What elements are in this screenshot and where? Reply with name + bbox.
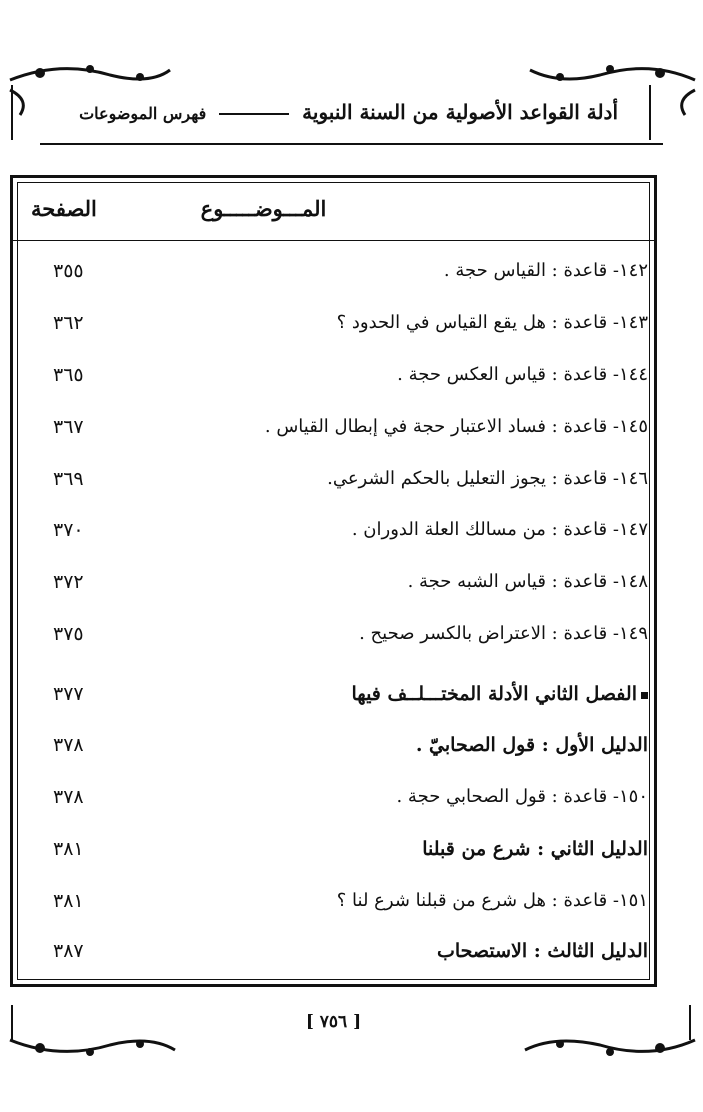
table-row <box>13 786 654 826</box>
row-topic <box>352 519 648 540</box>
row-page: ٣٦٥ <box>53 364 84 386</box>
table-row <box>13 683 654 723</box>
row-topic-text: ١٤٥- قاعدة : فساد الاعتبار حجة في إبطال القياس . <box>264 416 648 437</box>
table-row <box>13 416 654 456</box>
row-page: ٣٧٧ <box>53 683 84 705</box>
row-topic <box>359 623 648 644</box>
row-page: ٣٧٢ <box>53 571 84 593</box>
row-topic-text: ١٤٧- قاعدة : من مسالك العلة الدوران . <box>351 519 648 540</box>
row-topic <box>437 940 648 962</box>
row-topic <box>396 786 648 807</box>
table-row <box>13 364 654 404</box>
row-topic <box>337 312 648 333</box>
row-topic-text: الفصل الثاني الأدلة المختـــلــف فيها <box>351 683 637 705</box>
row-topic-text: ١٤٣- قاعدة : هل يقع القياس في الحدود ؟ <box>336 312 648 333</box>
row-topic-text: ١٥١- قاعدة : هل شرع من قبلنا شرع لنا ؟ <box>336 890 648 911</box>
row-topic-text: ١٤٢- قاعدة : القياس حجة . <box>443 260 648 281</box>
header-rule <box>40 143 663 145</box>
row-topic-text: الدليل الثاني : شرع من قبلنا <box>422 838 648 860</box>
table-row <box>13 260 654 300</box>
row-page: ٣٧٥ <box>53 623 84 645</box>
table-row <box>13 623 654 663</box>
row-page: ٣٧٠ <box>53 519 84 541</box>
table-row <box>13 519 654 559</box>
row-page: ٣٦٧ <box>53 416 84 438</box>
table-row <box>13 468 654 508</box>
row-topic-text: ١٥٠- قاعدة : قول الصحابي حجة . <box>396 786 648 807</box>
row-topic <box>337 890 648 911</box>
running-header <box>79 100 618 124</box>
column-header-topic: المـــوضـــــوع <box>200 196 327 221</box>
row-topic-text: ١٤٨- قاعدة : قياس الشبه حجة . <box>407 571 648 592</box>
row-topic-text: ١٤٩- قاعدة : الاعتراض بالكسر صحيح . <box>359 623 648 644</box>
row-topic <box>327 468 648 489</box>
row-page: ٣٨٧ <box>53 940 84 962</box>
row-topic <box>397 364 648 385</box>
table-row <box>13 890 654 930</box>
row-topic-text: الدليل الأول : قول الصحابيّ . <box>415 734 648 756</box>
row-topic-text: الدليل الثالث : الاستصحاب <box>436 940 648 962</box>
table-row <box>13 940 654 980</box>
row-topic <box>352 683 648 705</box>
book-title: أدلة القواعد الأصولية من السنة النبوية <box>302 100 618 124</box>
contents-table <box>10 175 657 987</box>
table-row <box>13 312 654 352</box>
bullet-icon <box>641 692 648 699</box>
row-page: ٣٧٨ <box>53 786 84 808</box>
row-page: ٣٥٥ <box>53 260 84 282</box>
row-page: ٣٨١ <box>53 838 84 860</box>
row-topic <box>408 571 648 592</box>
row-topic <box>422 838 648 860</box>
table-row <box>13 571 654 611</box>
table-row <box>13 838 654 878</box>
header-dash <box>219 113 289 115</box>
row-topic <box>444 260 648 281</box>
table-row <box>13 734 654 774</box>
section-title: فهرس الموضوعات <box>79 104 207 123</box>
row-topic <box>265 416 648 437</box>
page-number: [ ٧٥٦ ] <box>305 1012 362 1032</box>
row-topic <box>416 734 648 756</box>
row-page: ٣٦٩ <box>53 468 84 490</box>
header-divider <box>13 240 654 241</box>
row-page: ٣٧٨ <box>53 734 84 756</box>
bottom-ornament <box>0 1000 703 1070</box>
row-page: ٣٦٢ <box>53 312 84 334</box>
row-topic-text: ١٤٤- قاعدة : قياس العكس حجة . <box>397 364 648 385</box>
column-header-page: الصفحة <box>31 196 97 221</box>
row-page: ٣٨١ <box>53 890 84 912</box>
row-topic-text: ١٤٦- قاعدة : يجوز التعليل بالحكم الشرعي. <box>327 468 648 489</box>
